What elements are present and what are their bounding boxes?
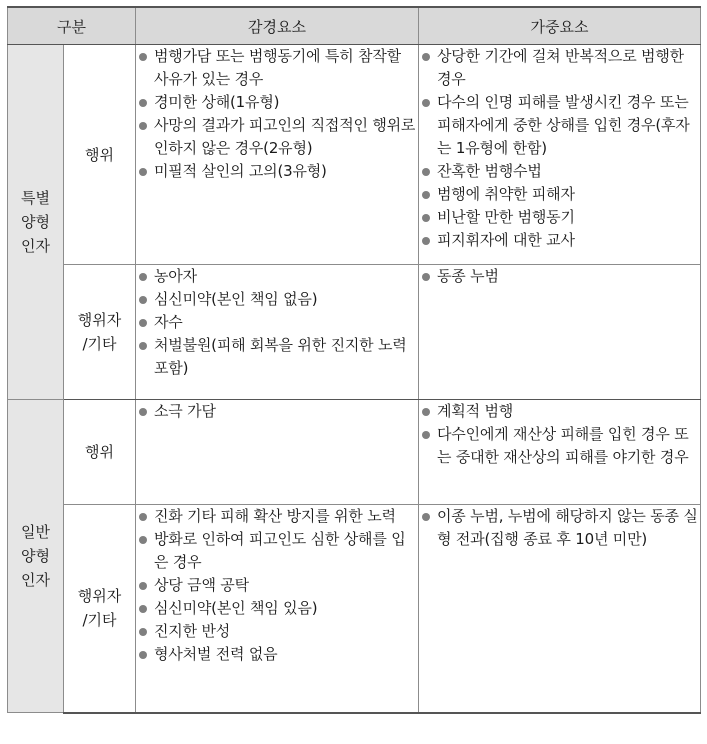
- row-label-line: 행위: [85, 443, 114, 461]
- row-label-line: /기타: [82, 611, 117, 630]
- list-item: 미필적 살인의 고의(3유형): [136, 160, 418, 183]
- list-item: 심신미약(본인 책임 있음): [136, 597, 418, 620]
- row-label: [64, 265, 136, 400]
- group-label-line: 양형: [21, 213, 50, 231]
- group-label-general: [8, 400, 64, 713]
- sentencing-factors-table: [7, 6, 701, 714]
- row-label: [64, 400, 136, 505]
- group-label-line: 일반: [21, 523, 50, 541]
- row-label-line: 행위자: [77, 587, 122, 606]
- mitigating-cell: [136, 400, 419, 505]
- group-label-special: [8, 45, 64, 400]
- aggravating-cell: [419, 400, 701, 505]
- group-label-line: 인자: [21, 237, 50, 255]
- table-row: [8, 45, 701, 265]
- list-item: 농아자: [136, 265, 418, 288]
- table-row: [8, 400, 701, 505]
- list-item: 계획적 범행: [419, 400, 700, 423]
- group-label-line: 인자: [21, 571, 50, 589]
- aggravating-cell: [419, 45, 701, 265]
- list-item: 소극 가담: [136, 400, 418, 423]
- list-item: 경미한 상해(1유형): [136, 91, 418, 114]
- table-header-row: [8, 7, 701, 45]
- list-item: 방화로 인하여 피고인도 심한 상해를 입은 경우: [136, 528, 418, 574]
- list-item: 비난할 만한 범행동기: [419, 206, 700, 229]
- mitigating-cell: [136, 45, 419, 265]
- list-item: 심신미약(본인 책임 없음): [136, 288, 418, 311]
- header-aggravating: 가중요소: [419, 7, 701, 45]
- list-item: 처벌불원(피해 회복을 위한 진지한 노력 포함): [136, 334, 418, 380]
- list-item: 사망의 결과가 피고인의 직접적인 행위로 인하지 않은 경우(2유형): [136, 114, 418, 160]
- list-item: 형사처벌 전력 없음: [136, 643, 418, 666]
- list-item: 범행가담 또는 범행동기에 특히 참작할 사유가 있는 경우: [136, 45, 418, 91]
- list-item: 상당한 기간에 걸쳐 반복적으로 범행한 경우: [419, 45, 700, 91]
- list-item: 이종 누범, 누범에 해당하지 않는 동종 실형 전과(집행 종료 후 10년 미만): [419, 505, 700, 551]
- list-item: 다수인에게 재산상 피해를 입힌 경우 또는 중대한 재산상의 피해를 야기한 경우: [419, 423, 700, 469]
- mitigating-cell: [136, 505, 419, 713]
- table-row: [8, 265, 701, 400]
- header-category: 구분: [8, 7, 136, 45]
- row-label: [64, 45, 136, 265]
- row-label-line: 행위자: [77, 311, 122, 329]
- list-item: 자수: [136, 311, 418, 334]
- list-item: 상당 금액 공탁: [136, 574, 418, 597]
- table-row: [8, 505, 701, 713]
- list-item: 진지한 반성: [136, 620, 418, 643]
- aggravating-cell: [419, 505, 701, 713]
- list-item: 잔혹한 범행수법: [419, 160, 700, 183]
- list-item: 동종 누범: [419, 265, 700, 288]
- row-label-line: 행위: [85, 145, 114, 164]
- list-item: 피지휘자에 대한 교사: [419, 229, 700, 252]
- header-mitigating: 감경요소: [136, 7, 419, 45]
- mitigating-cell: [136, 265, 419, 400]
- row-label-line: /기타: [82, 335, 117, 353]
- list-item: 범행에 취약한 피해자: [419, 183, 700, 206]
- list-item: 다수의 인명 피해를 발생시킨 경우 또는 피해자에게 중한 상해를 입힌 경우(후자는 1유형에 한함): [419, 91, 700, 160]
- aggravating-cell: [419, 265, 701, 400]
- group-label-line: 특별: [21, 189, 50, 207]
- row-label: [64, 505, 136, 713]
- group-label-line: 양형: [21, 547, 50, 565]
- list-item: 진화 기타 피해 확산 방지를 위한 노력: [136, 505, 418, 528]
